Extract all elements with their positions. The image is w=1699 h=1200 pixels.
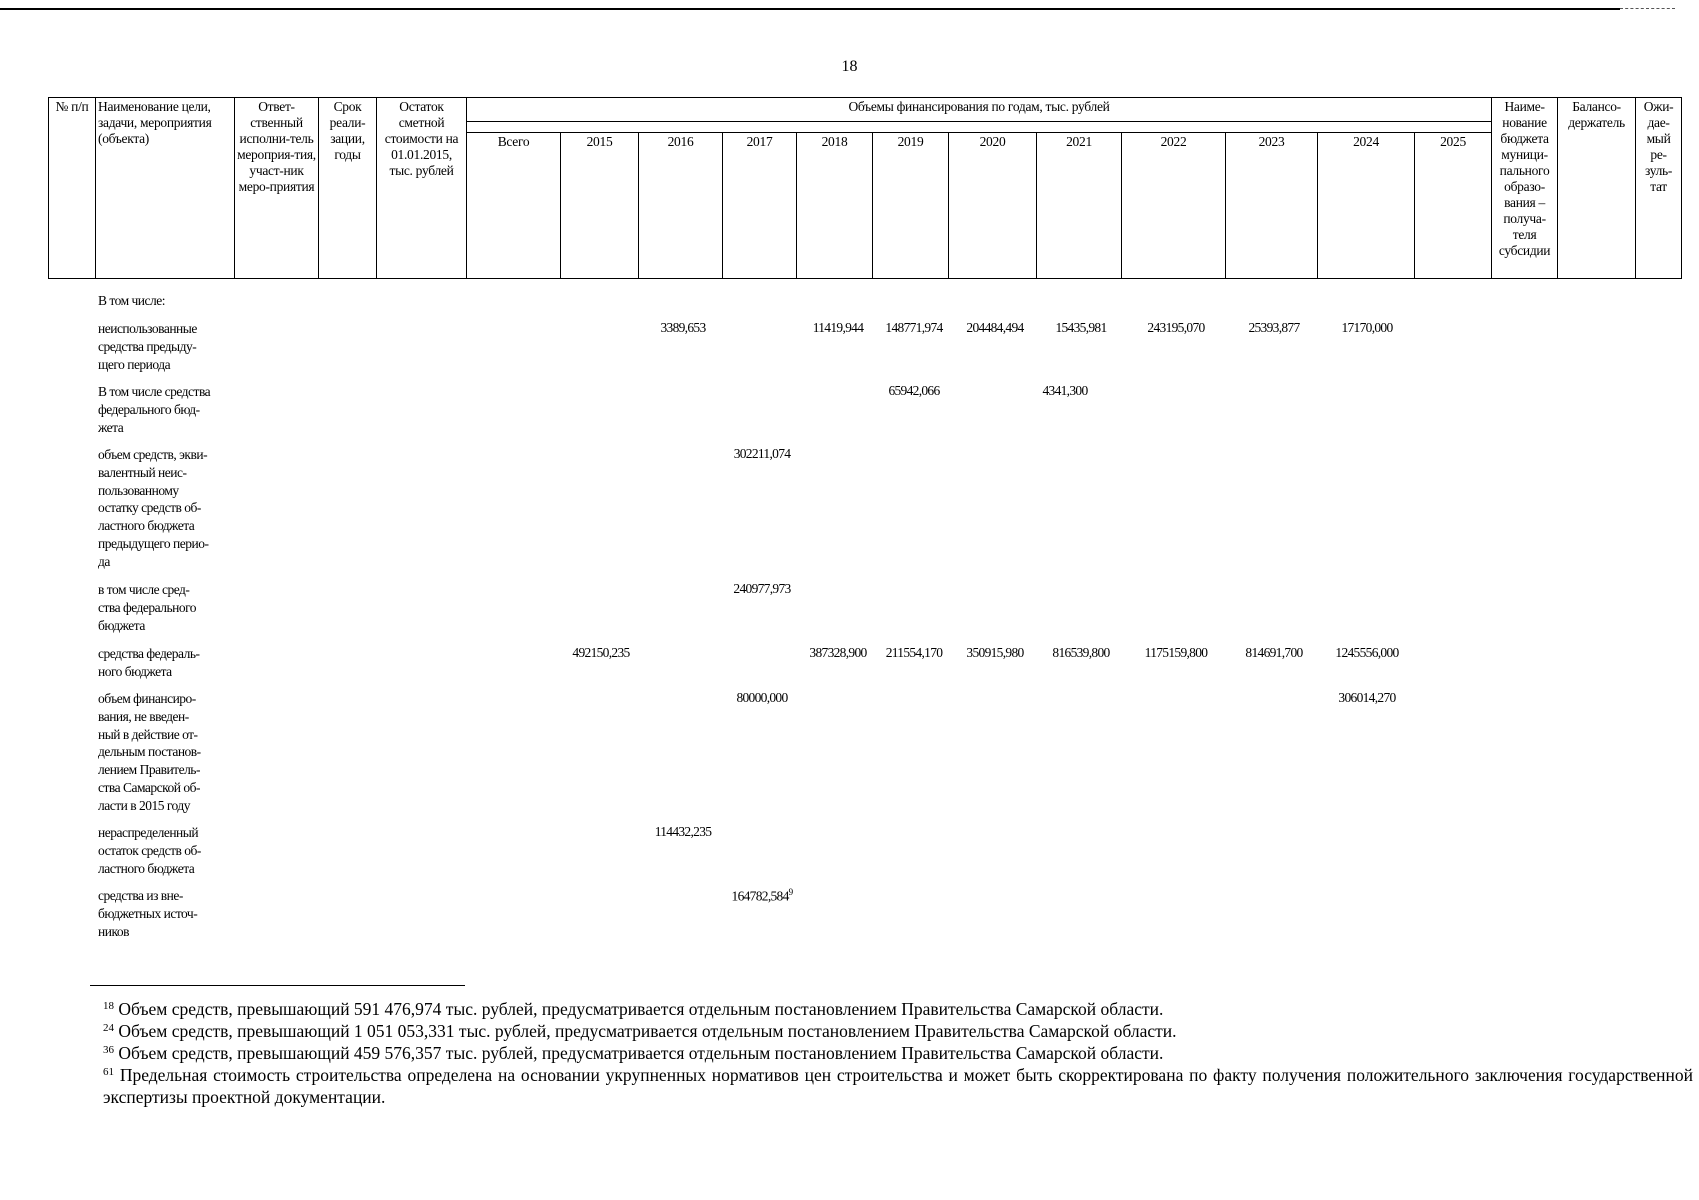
value-2020: 350915,980 <box>966 645 1024 660</box>
footnote-mark: 24 <box>103 1022 114 1034</box>
footnote-text: Объем средств, превышающий 1 051 053,331 тыс. рублей, предусматривается отдельным постановлением Правительства Самарской области. <box>118 1021 1177 1041</box>
header-term: Срок реали-зации, годы <box>319 98 377 279</box>
value-2021: 816539,800 <box>1052 645 1110 660</box>
row-label: объем финансиро- вания, не введен- ный в действие от- дельным постанов- лением Правитель- ства Самарской об- ласти в 2015 году <box>98 691 201 813</box>
header-year: 2024 <box>1318 132 1415 278</box>
value-2017: 302211,074 <box>733 446 791 461</box>
row-label: средства из вне- бюджетных источ- ников <box>98 888 198 939</box>
page-number: 18 <box>841 58 858 75</box>
footnote-mark: 36 <box>103 1044 114 1056</box>
header-funding-gap <box>467 121 1492 132</box>
footnote-text: Предельная стоимость строительства определена на основании укрупненных нормативов цен строительства и может быть скорректирована по факту получения положительного заключения государственной экспертизы проектной документации. <box>103 1065 1694 1107</box>
footnote-mark: 61 <box>103 1066 114 1078</box>
header-year: 2016 <box>639 132 723 278</box>
funding-table-header <box>48 97 1682 279</box>
value-2016: 3389,653 <box>660 320 706 335</box>
header-responsible: Ответ-ственный исполни-тель мероприя-тия, участ-ник меро-приятия <box>235 98 319 279</box>
header-total: Всего <box>467 132 561 278</box>
header-year: 2020 <box>949 132 1037 278</box>
header-result: Ожи-дае-мый ре-зуль-тат <box>1636 98 1682 279</box>
value-2024: 1245556,000 <box>1335 645 1399 660</box>
value-2017: 164782,584$^9$ <box>731 887 793 904</box>
row-label: нераспределенный остаток средств об- ластного бюджета <box>98 825 201 876</box>
value-2018: 387328,900 <box>809 645 867 660</box>
value-2016: 114432,235 <box>654 824 712 839</box>
header-year: 2017 <box>723 132 797 278</box>
value-2019: 211554,170 <box>885 645 943 660</box>
header-year: 2019 <box>873 132 949 278</box>
footnote-ref: 9 <box>788 887 793 897</box>
value-2024: 17170,000 <box>1341 320 1393 335</box>
value-2015: 492150,235 <box>572 645 630 660</box>
footnote-text: Объем средств, превышающий 591 476,974 тыс. рублей, предусматривается отдельным постановлением Правительства Самарской области. <box>118 999 1164 1019</box>
value-2022: 1175159,800 <box>1144 645 1208 660</box>
value-2018: 11419,944 <box>812 320 864 335</box>
row-label: В том числе: <box>98 293 165 308</box>
value-2021: 4341,300 <box>1042 383 1088 398</box>
header-year: 2018 <box>797 132 873 278</box>
value-2023: 25393,877 <box>1248 320 1300 335</box>
value-2017: 80000,000 <box>736 690 788 705</box>
footnote-text: Объем средств, превышающий 459 576,357 тыс. рублей, предусматривается отдельным постановлением Правительства Самарской области. <box>118 1043 1164 1063</box>
header-budget-name: Наиме-нование бюджета муници-пального образо-вания – получа-теля субсидии <box>1492 98 1558 279</box>
header-holder: Балансо-держатель <box>1558 98 1636 279</box>
footnote <box>103 1020 1693 1042</box>
row-label: объем средств, экви- валентный неис- пользованному остатку средств об- ластного бюджета предыдущего перио- да <box>98 447 209 569</box>
header-year: 2015 <box>561 132 639 278</box>
header-name: Наименование цели, задачи, мероприятия (объекта) <box>96 98 235 279</box>
row-label: В том числе средства федерального бюд- жета <box>98 384 211 435</box>
footnote-mark: 18 <box>103 1000 114 1012</box>
value-2019: 148771,974 <box>885 320 943 335</box>
top-border-dash <box>1620 8 1675 9</box>
header-year: 2022 <box>1122 132 1226 278</box>
header-balance: Остаток сметной стоимости на 01.01.2015, тыс. рублей <box>377 98 467 279</box>
value-2021: 15435,981 <box>1055 320 1107 335</box>
header-year: 2021 <box>1037 132 1122 278</box>
value-2019: 65942,066 <box>888 383 940 398</box>
row-label: неиспользованные средства предыду- щего периода <box>98 321 197 372</box>
row-label: в том числе сред- ства федерального бюджета <box>98 582 197 633</box>
footnotes <box>103 998 1693 1108</box>
footnote <box>103 1064 1693 1108</box>
value-2023: 814691,700 <box>1245 645 1303 660</box>
header-year: 2025 <box>1415 132 1492 278</box>
top-border-line <box>0 8 1620 10</box>
value-2020: 204484,494 <box>966 320 1024 335</box>
header-year: 2023 <box>1226 132 1318 278</box>
header-funding: Объемы финансирования по годам, тыс. рублей <box>467 98 1492 122</box>
footnote-separator <box>90 985 465 986</box>
value-2017: 240977,973 <box>733 581 791 596</box>
value-2024: 306014,270 <box>1338 690 1396 705</box>
footnote <box>103 998 1693 1020</box>
footnote <box>103 1042 1693 1064</box>
value-2022: 243195,070 <box>1147 320 1205 335</box>
row-label: средства федераль- ного бюджета <box>98 646 200 679</box>
header-num: № п/п <box>49 98 96 279</box>
